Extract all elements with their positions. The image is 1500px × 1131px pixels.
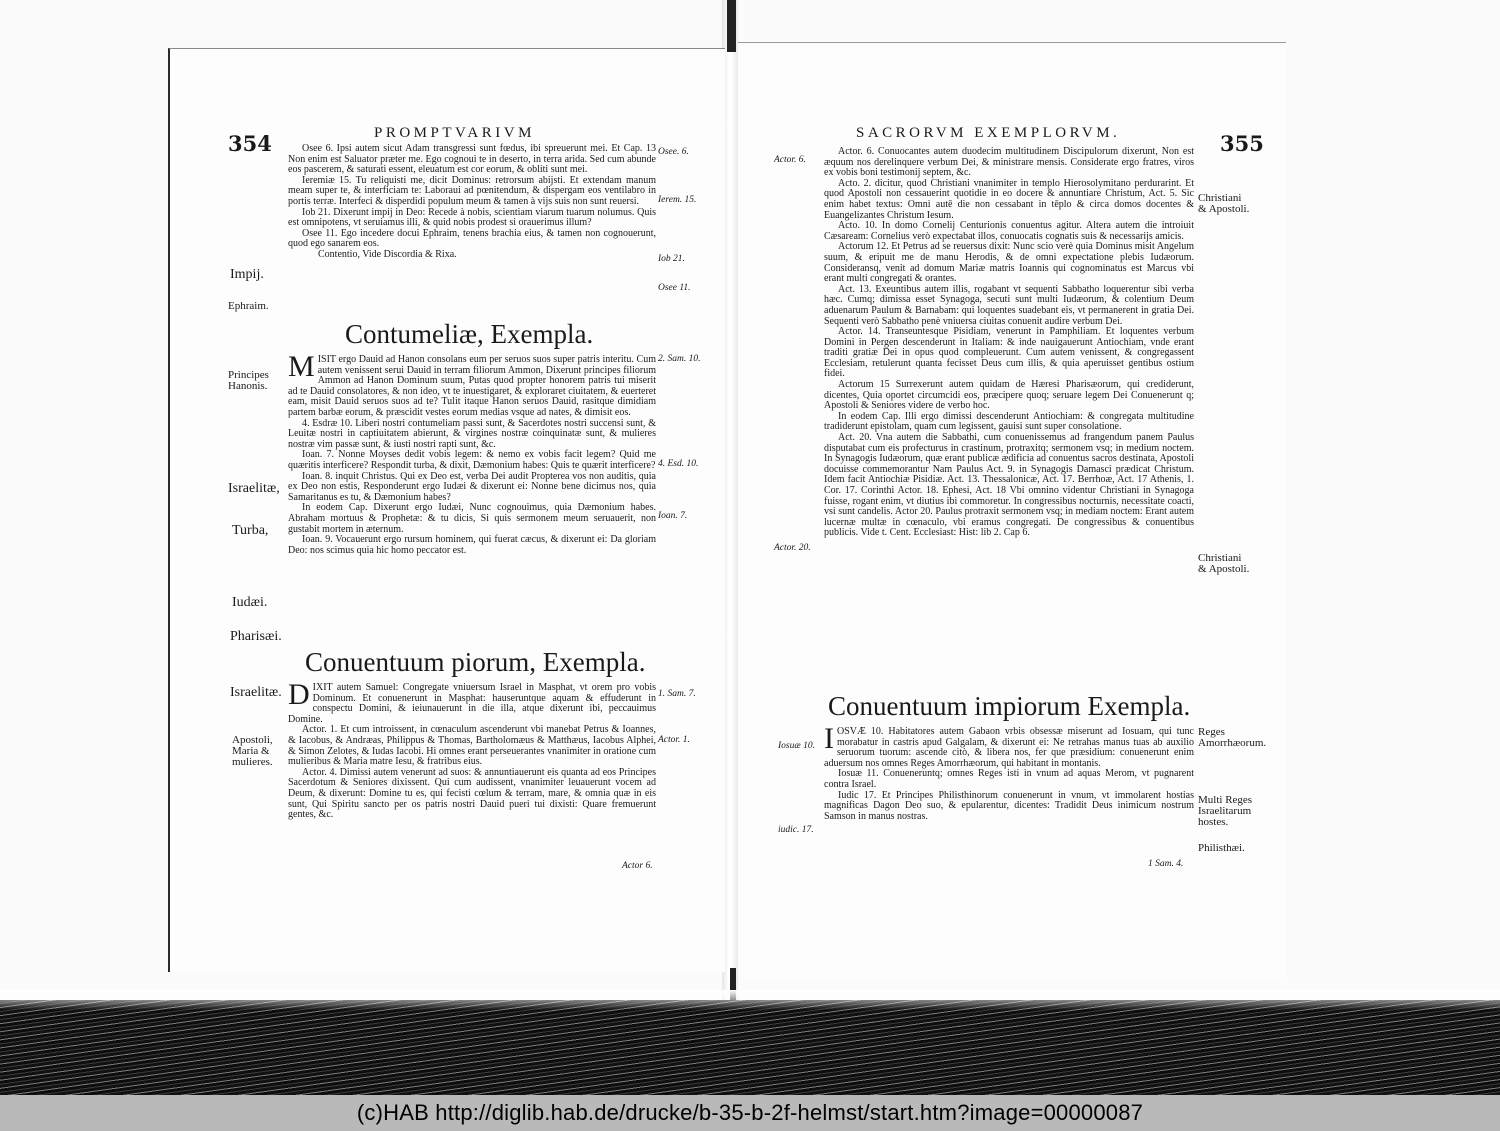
margin-note: Ierem. 15. [658,195,697,205]
margin-keyword: Christiani & Apostoli. [1198,552,1250,575]
margin-note: Osee. 6. [658,147,689,157]
paragraph: Act. 13. Exeuntibus autem illis, rogabant vt sequenti Sabbatho loquerentur sibi verba hæc. Cumq; dimissa esset Synagoga, secuti sunt multi Iudæorum, & colentium Deum aduenarum Paulum & Barnabam: qui loquentes suadebant eis, vt permanerent in gratia Dei. Sequenti verò Sabbatho penè vniuersa ciuitas conuenit audire verbum Dei. [824,283,1194,327]
paragraph: Ioan. 7. Nonne Moyses dedit vobis legem: & nemo ex vobis facit legem? Quid me quæritis interficere? Respondit turba, & dixit, Dæmonium habes: Quis te quærit interficere? [288,449,656,471]
paragraph: Acto. 10. In domo Cornelij Centurionis conuentus agitur. Altera autem die introiuit Cæsaream: Cornelius verò expectabat illos, conuocatis cognatis suis & necessarijs amicis. [824,220,1194,242]
paragraph: Osee 6. Ipsi autem sicut Adam transgressi sunt fœdus, ibi spreuerunt mei. Et Cap. 13 Non enim est Saluator præter me. Ego cognoui te in deserto, in terra arida. Sed cum abunde eos pascerem, & saturati essent, eleuatum est cor eorum, & obliti sunt mei. [288,143,656,176]
paragraph: Actorum 12. Et Petrus ad se reuersus dixit: Nunc scio verè quia Dominus misit Angelum suum, & eripuit me de manu Herodis, & de omni expectatione plebis Iudæorum. Consideransq, venit ad domum Mariæ matris Ioannis qui cognominatus est Marcus vbi erant multi congregati & orantes. [824,241,1194,285]
margin-keyword: Ephraim. [228,300,269,312]
copyright-text: (c)HAB http://diglib.hab.de/drucke/b-35-b-2f-helmst/start.htm?image=00000087 [356,1100,1144,1125]
copyright-footer [0,1095,1500,1131]
paragraph: Actor. 6. Conuocantes autem duodecim multitudinem Discipulorum dixerunt, Non est æquum nos derelinquere verbum Dei, & ministrare mensis. Considerate ergo fratres, viros ex vobis boni testimonij septem, &c. [824,146,1194,179]
paragraph: Actorum 15 Surrexerunt autem quidam de Hæresi Pharisæorum, qui crediderunt, dicentes, Quia oportet circumcidi eos, præcipere quoq; seruare legem Dei Conuenerunt q; Apostoli & Seniores videre de verbo hoc. [824,379,1194,412]
margin-note: Actor. 20. [774,543,811,553]
catchword: 1 Sam. 4. [1148,859,1184,869]
paragraph: OSVÆ 10. Habitatores autem Gabaon vrbis obsessæ miserunt ad Iosuam, qui tunc morabatur in castris apud Galgalam, & dixerunt ei: Ne retrahas manus tuas ab auxilio seruorum tuorum: ascende citò, & libera nos, fer que præsidium: conuenerunt enim aduersum nos omnes Reges Amorrhæorum, qui habitant in montanis. [824,726,1194,769]
margin-keyword: Principes Hanonis. [228,369,269,392]
paragraph: Ioan. 8. inquit Christus. Qui ex Deo est, verba Dei audit Propterea vos non auditis, quia ex Deo non estis, Responderunt ergo Iudæi & dixerunt ei: Nonne bene dicimus nos, quia Samaritanus es tu, & Dæmonium habes? [288,470,656,503]
gutter-mark-top [727,0,736,52]
paragraph: Act. 20. Vna autem die Sabbathi, cum conuenissemus ad frangendum panem Paulus disputabat cum eis profecturus in crastinum, protraxitq; sermonem vsq; in medium noctem. In Synagogis Iudæorum, quæ erant publicæ ædificia ad conuentus sacros destinata, Apostoli docuisse commemorantur Nam Paulus Act. 9. in Synagogis Damasci prædicat Christum. Idem facit Antiochiæ Pisidiæ. Act. 13. Thessalonicæ, Act. 17. Berrhoæ, Act. 17 Athenis, 1. Cor. 17. Corinthi Actor. 18. Ephesi, Act. 18 Vbi omnino videntur Christiani in Synagoga fuisse, rogant enim, vt diutius ibi commoretur. In congressibus nocturnis, necessitate coacti, vsi sunt candelis. Actor 20. Paulus protraxit sermonem vsq; in mediam noctem: Erant autem lucernæ multæ in cœnaculo, vbi eramus congregati. De congressibus & conuentibus publicis. Vide t. Cent. Ecclesiast: Hist: lib 2. Cap 6. [824,432,1194,539]
paragraph: Iudic 17. Et Principes Philisthinorum conuenerunt in vnum, vt immolarent hostias magnificas Dagon Deo suo, & epularentur, dicentes: Tradidit Deus inimicum nostrum Samson in manus nostras. [824,789,1194,822]
margin-note: iudic. 17. [778,825,814,835]
margin-note: Actor. 6. [774,155,806,165]
text-block [824,147,1194,539]
margin-keyword: Multi Reges Israelitarum hostes. [1198,794,1253,828]
catchword: Actor 6. [622,861,653,871]
running-head: PROMPTVARIVM [374,125,535,141]
paragraph: Ioan. 9. Vocauerunt ergo rursum hominem, qui fuerat cæcus, & dixerunt ei: Da gloriam Deo: nos scimus quia hic homo peccator est. [288,534,656,556]
section-heading: Conuentuum piorum, Exempla. [305,647,646,677]
page-number: 354 [228,131,272,156]
margin-keyword: Iudæi. [232,595,268,610]
drop-cap: M [288,350,315,383]
paragraph: Contentio, Vide Discordia & Rixa. [318,248,457,260]
section-heading: Contumeliæ, Exempla. [345,319,594,349]
margin-note: Osee 11. [658,283,691,293]
paragraph: Ieremiæ 15. Tu reliquisti me, dicit Dominus: retrorsum abijsti. Et extendam manum meam super te, & interficiam te: Laboraui ad pœnitendum, & dispergam eos ventilabro in portis terræ. Interfeci & disperdidi populum meum & tamen à vijs suis non sunt reuersi. [288,174,656,207]
margin-note: 4. Esd. 10. [658,459,699,469]
paragraph: Iob 21. Dixerunt impij in Deo: Recede à nobis, scientiam viarum tuarum nolumus. Quis est omnipotens, vt seruiamus illi, & quid nobis prodest si orauerimus illum? [288,206,656,229]
running-head: SACRORVM EXEMPLORVM. [856,125,1121,141]
paragraph: In eodem Cap. Illi ergo dimissi descenderunt Antiochiam: & congregata multitudine tradiderunt epistolam, quam cum legissent, gauisi sunt super consolatione. [824,410,1194,433]
margin-keyword: Reges Amorrhæorum. [1198,726,1267,749]
margin-keyword: Israelitæ, [228,481,280,496]
margin-note: Actor. 1. [658,735,690,745]
section-heading: Conuentuum impiorum Exempla. [828,691,1191,721]
margin-note: Iob 21. [658,254,685,264]
paragraph: In eodem Cap. Dixerunt ergo Iudæi, Nunc cognouimus, quia Dæmonium habes. Abraham mortuus & Prophetæ: & tu dicis, Si quis sermonem meum seruauerit, non gustabit mortem in æternum. [288,502,656,535]
margin-keyword: Israelitæ. [230,685,282,700]
text-block [288,350,656,556]
margin-keyword: Turba, [232,523,269,538]
margin-keyword: Pharisæi. [230,629,282,644]
margin-keyword: Christiani & Apostoli. [1198,192,1250,215]
paragraph: 4. Esdræ 10. Liberi nostri contumeliam passi sunt, & Sacerdotes nostri succensi sunt, & Leuitæ nostri in captiuitatem abierunt, & virgines nostræ coinquinatæ sunt, & mulieres nostræ vim passæ sunt, & iusti nostri rapti sunt, &c. [288,417,656,450]
left-page [168,48,725,972]
paragraph: Actor. 4. Dimissi autem venerunt ad suos: & annuntiauerunt eis quanta ad eos Principes Sacerdotum & Seniores dixissent. Qui cum audissent, vnanimiter leuauerunt vocem ad Deum, & dixerunt: Domine tu es, qui fecisti cœlum & terram, mare, & omnia quæ in eis sunt, Qui Spiritu sancto per os patris nostri Dauid pueri tui dixisti: Quare fremuerunt gentes, &c. [288,766,656,821]
margin-keyword: Philisthæi. [1198,842,1245,854]
paragraph: Actor. 1. Et cum introissent, in cœnaculum ascenderunt vbi manebat Petrus & Ioannes, & Iacobus, & Andræas, Philippus & Thomas, Bartholomæus & Matthæus, Iacobus Alphei, & Simon Zelotes, & Iudas Iacobi. Hi omnes erant perseuerantes vnanimiter in oratione cum mulieribus & Maria matre Iesu, & fratribus eius. [288,724,656,768]
book-edge-fade [0,990,1500,1010]
page-number: 355 [1220,131,1264,156]
margin-note: 2. Sam. 10. [658,354,701,364]
paragraph: IXIT autem Samuel: Congregate vniuersum Israel in Masphat, vt orem pro vobis Dominum. Et conuenerunt in Masphat: hauseruntque aquam & effuderunt in conspectu Domini, & ieiunauerunt in die illa, atque dixerunt ibi, peccauimus Domine. [288,682,656,725]
drop-cap: D [288,678,310,711]
paragraph: Acto. 2. dicitur, quod Christiani vnanimiter in templo Hierosolymitano perdurarint. Et quod Apostoli non cessauerint quotidie in eo docere & annuntiare Christum, Act. 5. Sic enim habet textus: Omni autē die non cessabant in tēplo & circa domos docentes & Euangelizantes Christum Iesum. [824,177,1194,221]
right-page [738,42,1286,978]
text-block [288,144,656,261]
paragraph: Osee 11. Ego incedere docui Ephraim, tenens brachia eius, & tamen non cognouerunt, quod ego sanarem eos. [288,227,656,250]
text-block [288,678,656,821]
text-block [824,722,1194,822]
paragraph: Iosuæ 11. Conueneruntq; omnes Reges isti in vnum ad aquas Merom, vt pugnarent contra Israel. [824,768,1194,790]
paragraph: ISIT ergo Dauid ad Hanon consolans eum per seruos suos super patris interitu. Cum autem venissent serui Dauid in terram filiorum Ammon, Dixerunt principes filiorum Ammon ad Hanon Dominum suum, Putas quod propter honorem patris tui miserit ad te Dauid consolatores, & non ideo, vt te inuestigaret, & exploraret ciuitatem, & euerteret eam, misit Dauid seruos suos ad te? Tulit itaque Hanon seruos Dauid, rasitque dimidiam partem barbæ eorum, & præscidit vestes eorum medias vsque ad nates, & dimisit eos. [288,354,656,418]
margin-keyword: Impij. [230,267,264,282]
margin-note: 1. Sam. 7. [658,689,696,699]
paragraph: Actor. 14. Transeuntesque Pisidiam, venerunt in Pamphiliam. Et loquentes verbum Domini in Pergen descenderunt in Italiam: & inde nauigauerunt Antiochiam, vnde erant traditi gratiæ Dei in opus quod compleuerunt. Cum autem venissent, & congregassent Ecclesiam, retulerunt quanta fecisset Deus cum illis, & quia aperuisset gentibus ostium fidei. [824,326,1194,380]
margin-note: Ioan. 7. [658,511,688,521]
margin-note: Iosuæ 10. [778,741,815,751]
margin-keyword: Apostoli, Maria & mulieres. [232,734,273,768]
book-edge [0,1000,1500,1095]
drop-cap: I [824,722,834,755]
